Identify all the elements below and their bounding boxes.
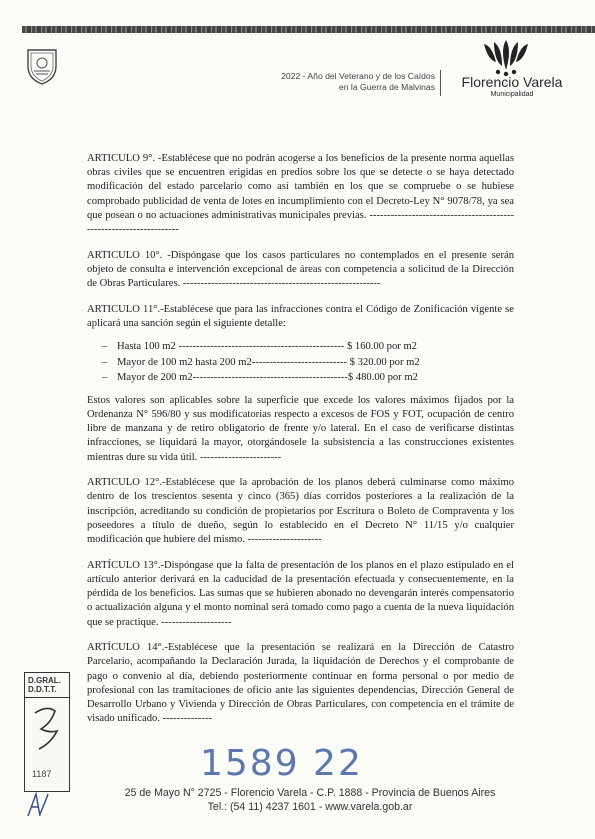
article-text: ARTICULO 10°. -Dispóngase que los casos particulares no contemplados en el presente serán objeto de consulta e intervención excepcional de áreas con competencia a solicitud de la Dirección de Obras Particulares. -------------------------------------------------------- (87, 249, 514, 290)
article-12 (87, 476, 514, 547)
header-motto (205, 71, 435, 93)
logo-subtitle: Municipalidad (490, 91, 534, 98)
footer-address: 25 de Mayo N° 2725 - Florencio Varela - C.P. 1888 - Provincia de Buenos Aires (124, 787, 496, 799)
file-number-stamp: 1589 22 (200, 743, 363, 784)
footer-contact: Tel.: (54 11) 4237 1601 - www.varela.gob.ar (207, 801, 413, 813)
article-11 (87, 303, 514, 331)
article-9 (87, 152, 514, 237)
initials-signature-icon (26, 790, 50, 820)
article-text: ARTICULO 9°. -Establécese que no podrán acogerse a los beneficios de la presente norma aquellas obras civiles que se encuentren erigidas en predios sobre los que se detecte o se haya detectado modificación del estado parcelario como así también en los que se compruebe o se hubiese comprobado publicidad de venta de lotes en incumplimiento con el Decreto-Ley N° 9078/78, ya sea que posean o no actuaciones administrativas municipales previas. ------------------------------------------------------------------- (87, 153, 514, 236)
list-item (87, 339, 514, 355)
motto-line-2: en la Guerra de Malvinas (338, 82, 435, 92)
list-item-text: Hasta 100 m2 ----------------------------------------------- $ 160.00 por m2 (117, 341, 417, 353)
list-item-text: Mayor de 200 m2--------------------------------------------$ 480.00 por m2 (117, 372, 418, 384)
signature-scribble-icon (31, 703, 63, 753)
folio-label: D.GRAL. D.D.T.T. (28, 676, 61, 694)
sanctions-list (87, 339, 514, 386)
list-dash: – (102, 372, 108, 384)
list-dash: – (102, 356, 108, 368)
footer (85, 786, 535, 814)
article-text: ARTICULO 12°.-Establécese que la aprobación de los planos deberá culminarse como máximo dentro de los trescientos sesenta y cinco (365) días corridos posteriores a la realización de la inscripción, acreditando su condición de propietarios por Escritura o Boleto de Compraventa y los poseedores a título de dueño, según lo establecido en el Decreto N° 11/15 y/o cualquier modificación que hubiere del mismo. --------------------- (87, 477, 514, 546)
sanctions-explanation (87, 394, 514, 465)
list-item-text: Mayor de 100 m2 hasta 200 m2--------------------------- $ 320.00 por m2 (117, 356, 420, 368)
header-divider (440, 70, 441, 96)
folio-stamp (24, 672, 70, 792)
list-dash: – (102, 341, 108, 353)
document-body (87, 152, 514, 738)
article-text: ARTÍCULO 13°.-Dispóngase que la falta de presentación de los planos en el plazo estipulado en el artículo anterior derivará en la caducidad de la presentación efectuada y consecuentemente, en la pérdida de los beneficios. Las sumas que se hubieren abonado no devengarán interés compensatorio o actualización alguna y el monto nominal será tomado como pago a cuenta de la nueva liquidación que se practique. -------------------- (87, 559, 514, 628)
logo-name: Florencio Varela (461, 74, 563, 90)
folio-number: 1187 (32, 769, 52, 779)
motto-line-1: 2022 - Año del Veterano y de los Caídos (281, 71, 435, 81)
article-13 (87, 559, 514, 630)
list-item (87, 355, 514, 371)
top-scan-border (22, 26, 595, 33)
folio-divider (25, 697, 69, 698)
florencio-varela-flower-logo-icon (478, 40, 534, 76)
article-text: ARTICULO 11°.-Establécese que para las infracciones contra el Código de Zonificación vigente se aplicará una sanción según el siguiente detalle: (87, 303, 514, 330)
list-item (87, 370, 514, 386)
article-10 (87, 249, 514, 292)
article-14 (87, 641, 514, 726)
municipal-crest-icon (22, 46, 62, 86)
article-text: ARTÍCULO 14°.-Establécese que la presentación se realizará en la Dirección de Catastro Parcelario, acompañando la Declaración Jurada, la liquidación de Derechos y el comprobante de pago o convenio al día, debiendo posteriormente continuar en forma personal o por medio de profesional con las tramitaciones de oficio ante las siguientes dependencias, Dirección General de Desarrollo Urbano y Vivienda y Dirección de Obras Particulares, con competencia en el trámite de visado unificado. -------------- (87, 642, 514, 725)
article-text: Estos valores son aplicables sobre la superficie que excede los valores máximos fijados por la Ordenanza N° 596/80 y sus modificatorias respecto a excesos de FOS y FOT, ocupación de centro libre de manzana y de retiro obligatorio de frente y/o lateral. En el caso de verificarse distintas infracciones, se liquidará la mayor, otorgándosele la subsistencia a las construcciones existentes mientras dure su vida útil. ----------------------- (87, 394, 514, 463)
